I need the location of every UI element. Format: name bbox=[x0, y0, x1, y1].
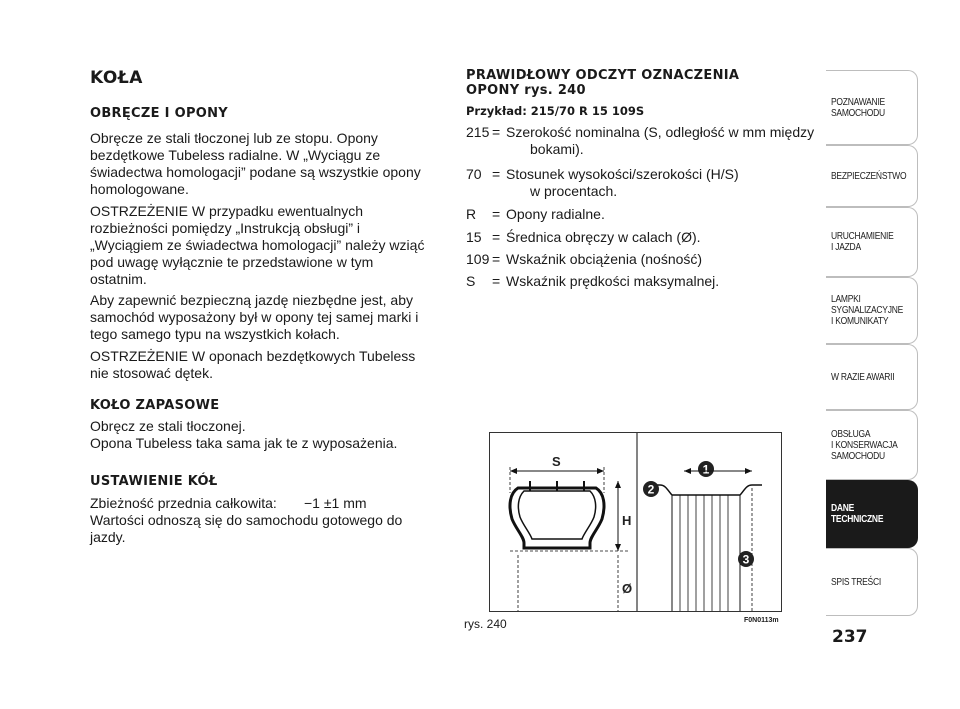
spare-line-1: Obręcz ze stali tłoczonej. bbox=[90, 418, 246, 434]
heading-tyre-marking bbox=[466, 68, 816, 98]
tab-index[interactable] bbox=[826, 548, 918, 616]
page-number: 237 bbox=[832, 627, 868, 647]
tyre-diagram-svg bbox=[490, 433, 781, 611]
definition-key: 15 bbox=[466, 229, 482, 245]
definition-value: Opony radialne. bbox=[506, 206, 605, 222]
definition-value: Wskaźnik prędkości maksymalnej. bbox=[506, 273, 720, 289]
equals-sign: = bbox=[492, 206, 501, 222]
definition-line-2: w procentach. bbox=[530, 183, 618, 199]
tab-label: DANE TECHNICZNE bbox=[831, 503, 884, 525]
toe-in-value: −1 ±1 mm bbox=[304, 495, 367, 511]
tab-maintenance[interactable] bbox=[826, 410, 918, 480]
definition-key: 109 bbox=[466, 251, 490, 267]
definition-value: Wskaźnik obciążenia (nośność) bbox=[506, 251, 703, 267]
label-diameter: Ø bbox=[622, 581, 633, 596]
definition-value bbox=[506, 124, 816, 158]
tab-warning-lights[interactable] bbox=[826, 277, 918, 344]
heading-spare-wheel: KOŁO ZAPASOWE bbox=[90, 398, 220, 413]
tab-label: SPIS TREŚCI bbox=[831, 576, 881, 588]
tab-label: BEZPIECZEŃSTWO bbox=[831, 170, 907, 182]
equals-sign: = bbox=[492, 273, 501, 289]
section-title: KOŁA bbox=[90, 68, 143, 88]
rim-profile bbox=[647, 482, 762, 611]
alignment-note: Wartości odnoszą się do samochodu gotowego do jazdy. bbox=[90, 512, 403, 545]
definition-key: 215 bbox=[466, 124, 490, 140]
tyre-cross-section bbox=[510, 481, 604, 548]
equals-sign: = bbox=[492, 251, 501, 267]
tab-label: POZNAWANIE SAMOCHODU bbox=[831, 96, 885, 119]
label-h: H bbox=[622, 513, 632, 528]
tab-starting-driving[interactable] bbox=[826, 207, 918, 277]
tab-label: OBSŁUGA I KONSERWACJA SAMOCHODU bbox=[831, 428, 898, 462]
tab-safety[interactable] bbox=[826, 145, 918, 207]
spare-line-2: Opona Tubeless taka sama jak te z wyposażenia. bbox=[90, 435, 398, 451]
paragraph-rims: Obręcze ze stali tłoczonej lub ze stopu. Opony bezdętkowe Tubeless radialne. W „Wyciągu ze świadectwa homologacji” podane są wszystkie opony homologowane. bbox=[90, 130, 421, 197]
tyre-diagram bbox=[489, 432, 782, 612]
definition-value: Średnica obręczy w calach (Ø). bbox=[506, 229, 701, 245]
tab-label: W RAZIE AWARII bbox=[831, 371, 895, 383]
example-text: Przykład: 215/70 R 15 109S bbox=[466, 104, 645, 118]
definition-key: S bbox=[466, 273, 476, 289]
paragraph-warning-2: OSTRZEŻENIE W oponach bezdętkowych Tubeless nie stosować dętek. bbox=[90, 348, 416, 381]
definition-key: 70 bbox=[466, 166, 482, 182]
label-s: S bbox=[552, 454, 561, 469]
definition-line-1: Stosunek wysokości/szerokości (H/S) bbox=[506, 166, 739, 182]
paragraph-safety: Aby zapewnić bezpieczną jazdę niezbędne jest, aby samochód wyposażony był w opony tej samej marki i tego samego typu na wszystkich kołach. bbox=[90, 292, 419, 342]
marker-3-label: 3 bbox=[742, 552, 750, 567]
paragraph-warning-1: OSTRZEŻENIE W przypadku ewentualnych rozbieżności pomiędzy „Instrukcją obsługi” i „Wyciągiem ze świadectwa homologacji” należy wziąć pod uwagę wyłącznie te przedstawione w tym ostatnim. bbox=[90, 203, 425, 287]
marker-1-label: 1 bbox=[702, 462, 710, 477]
tab-technical-data[interactable] bbox=[826, 480, 918, 548]
heading-line-1: PRAWIDŁOWY ODCZYT OZNACZENIA bbox=[466, 68, 740, 83]
marker-1 bbox=[698, 461, 714, 477]
definition-line-2: bokami). bbox=[530, 141, 584, 157]
equals-sign: = bbox=[492, 166, 501, 182]
heading-line-2: OPONY rys. 240 bbox=[466, 83, 586, 98]
equals-sign: = bbox=[492, 229, 501, 245]
figure-code: F0N0113m bbox=[744, 617, 779, 624]
toe-in-label: Zbieżność przednia całkowita: bbox=[90, 495, 277, 511]
heading-alignment: USTAWIENIE KÓŁ bbox=[90, 474, 218, 489]
marker-2 bbox=[643, 481, 659, 497]
marker-3 bbox=[738, 551, 754, 567]
heading-rims-tyres: OBRĘCZE I OPONY bbox=[90, 106, 229, 121]
equals-sign: = bbox=[492, 124, 501, 140]
definition-value bbox=[506, 166, 816, 200]
tab-emergency[interactable] bbox=[826, 344, 918, 410]
tab-label: LAMPKI SYGNALIZACYJNE I KOMUNIKATY bbox=[831, 294, 904, 327]
marker-2-label: 2 bbox=[647, 482, 655, 497]
figure-caption: rys. 240 bbox=[464, 617, 507, 631]
tab-getting-to-know[interactable] bbox=[826, 70, 918, 145]
definition-key: R bbox=[466, 206, 477, 222]
tab-label: URUCHAMIENIE I JAZDA bbox=[831, 231, 894, 253]
definition-line-1: Szerokość nominalna (S, odległość w mm między bbox=[506, 124, 815, 140]
